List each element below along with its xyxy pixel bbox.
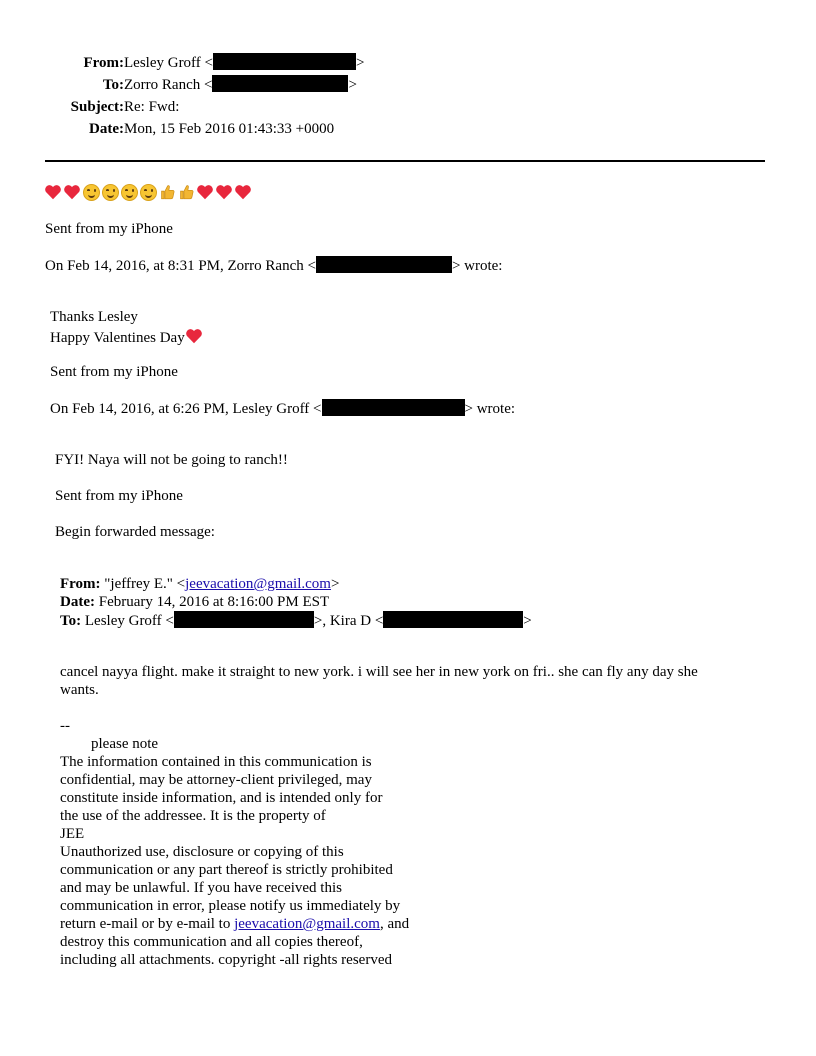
redaction-block [322,399,465,416]
to-label: To: [102,77,124,93]
header-date-row [0,119,816,139]
thumbs-up-icon [177,182,195,202]
winking-face-icon [120,182,138,202]
subject-label: Subject: [70,99,124,115]
fwd-body-line1: cancel nayya flight. make it straight to new york. i will see her in new york on fri.. she can fly any day she [60,664,698,680]
fwd-date-label: Date: [60,594,95,610]
winking-face-icon [101,182,119,202]
winking-face-icon [82,182,100,202]
reply2-line1: Thanks Lesley [50,309,138,325]
fwd-to-label: To: [60,613,82,629]
date-label: Date: [89,121,124,137]
disclaimer-line: the use of the addressee. It is the property of [60,808,326,824]
redaction-block [383,611,523,628]
header-divider [45,160,765,162]
fwd-from-email-link[interactable]: jeevacation@gmail.com [185,576,331,592]
redaction-block [213,53,356,70]
header-to-row: To: Zorro Ranch < > [102,77,357,93]
to-name: Zorro Ranch < [124,77,213,93]
redaction-block [316,256,452,273]
red-heart-icon [234,182,252,202]
thumbs-up-icon [158,182,176,202]
signature-note: please note [91,736,159,752]
reply1-quote-header: On Feb 14, 2016, at 8:31 PM, Zorro Ranch < > wrote: [45,258,503,274]
disclaimer-line: including all attachments. copyright -all rights reserved [60,952,392,968]
reply1-signature: Sent from my iPhone [45,221,173,237]
header-from-row: From: Lesley Groff < > [83,55,365,71]
redaction-block [174,611,314,628]
fwd-to-row: To: Lesley Groff < >, Kira D < > [60,613,532,629]
disclaimer-email-line: return e-mail or by e-mail to jeevacation@gmail.com, and [60,916,410,932]
disclaimer-line: constitute inside information, and is intended only for [60,790,383,806]
reply2-quote-header: On Feb 14, 2016, at 6:26 PM, Lesley Groff < > wrote: [50,401,516,417]
disclaimer-line: confidential, may be attorney-client privileged, may [60,772,372,788]
from-name: Lesley Groff < [124,55,213,71]
disclaimer-line: and may be unlawful. If you have received this [60,880,342,896]
disclaimer-line: Unauthorized use, disclosure or copying of this [60,844,344,860]
disclaimer-line: destroy this communication and all copies thereof, [60,934,363,950]
winking-face-icon [139,182,157,202]
disclaimer-line: The information contained in this communication is [60,754,372,770]
reply2-line2: Happy Valentines Day [50,327,203,347]
reply3-signature: Sent from my iPhone [55,488,183,504]
red-heart-icon [196,182,214,202]
fwd-date-row: Date: February 14, 2016 at 8:16:00 PM EST [60,594,330,610]
forward-intro: Begin forwarded message: [55,524,215,540]
date-value: Mon, 15 Feb 2016 01:43:33 +0000 [124,121,335,137]
disclaimer-block [60,753,409,969]
emoji-row [44,182,252,204]
fwd-from-row: From: "jeffrey E." <jeevacation@gmail.com> [60,576,340,592]
reply3-line1: FYI! Naya will not be going to ranch!! [55,452,288,468]
header-subject-row [0,97,816,117]
disclaimer-line: communication in error, please notify us immediately by [60,898,401,914]
red-heart-icon [215,182,233,202]
redaction-block [212,75,348,92]
from-label: From: [83,55,124,71]
signature-separator: -- [60,718,70,734]
red-heart-icon [63,182,81,202]
disclaimer-line: communication or any part thereof is strictly prohibited [60,862,393,878]
red-heart-icon [44,182,62,202]
disclaimer-line: JEE [60,826,85,842]
disclaimer-email-link[interactable]: jeevacation@gmail.com [234,916,380,932]
fwd-body-line2: wants. [60,682,99,698]
reply2-signature: Sent from my iPhone [50,364,178,380]
fwd-from-label: From: [60,576,101,592]
red-heart-icon [185,327,203,345]
subject-value: Re: Fwd: [124,99,180,115]
